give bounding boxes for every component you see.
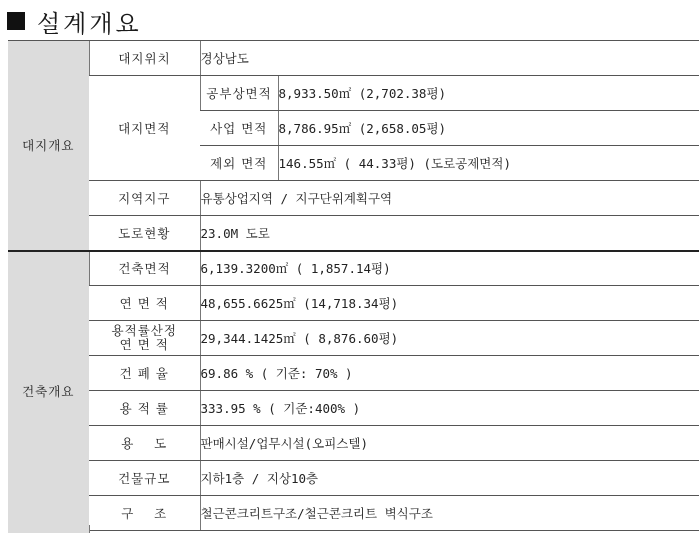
building-row-label: 구 조 bbox=[89, 496, 200, 531]
design-overview-table bbox=[8, 40, 699, 531]
page-title-text: 설계개요 bbox=[37, 9, 142, 38]
building-row-label bbox=[89, 321, 200, 356]
building-row-value: 지하1층 / 지상10층 bbox=[200, 461, 699, 496]
page-title bbox=[7, 4, 142, 38]
road-label: 도로현황 bbox=[89, 216, 200, 251]
group-cell-fragment bbox=[8, 525, 89, 533]
area-sub-value: 8,786.95㎡ (2,658.05평) bbox=[278, 111, 699, 146]
building-row-value: 29,344.1425㎡ ( 8,876.60평) bbox=[200, 321, 699, 356]
location-label: 대지위치 bbox=[89, 41, 200, 76]
area-sub-label: 제외 면적 bbox=[200, 146, 278, 181]
label-line-1: 용적률산정 bbox=[111, 323, 177, 338]
building-row-label: 연 면 적 bbox=[89, 286, 200, 321]
building-row-value: 69.86 % ( 기준: 70% ) bbox=[200, 356, 699, 391]
building-row-label: 건물규모 bbox=[89, 461, 200, 496]
building-row-label: 건축면적 bbox=[89, 251, 200, 286]
table-row bbox=[8, 181, 699, 216]
table-row bbox=[8, 426, 699, 461]
building-group-label: 건축개요 bbox=[8, 251, 89, 531]
table-row bbox=[8, 251, 699, 286]
building-row-value: 철근콘크리트구조/철근콘크리트 벽식구조 bbox=[200, 496, 699, 531]
location-value: 경상남도 bbox=[200, 41, 699, 76]
zone-label: 지역지구 bbox=[89, 181, 200, 216]
table-row bbox=[8, 356, 699, 391]
site-area-label: 대지면적 bbox=[89, 76, 200, 181]
building-row-label: 용 적 률 bbox=[89, 391, 200, 426]
table-row bbox=[8, 321, 699, 356]
table-row bbox=[8, 286, 699, 321]
building-row-value: 6,139.3200㎡ ( 1,857.14평) bbox=[200, 251, 699, 286]
building-row-value: 48,655.6625㎡ (14,718.34평) bbox=[200, 286, 699, 321]
table-row bbox=[8, 391, 699, 426]
area-sub-value: 8,933.50㎡ (2,702.38평) bbox=[278, 76, 699, 111]
building-row-value: 333.95 % ( 기준:400% ) bbox=[200, 391, 699, 426]
building-row-label: 건 폐 율 bbox=[89, 356, 200, 391]
zone-value: 유통상업지역 / 지구단위계획구역 bbox=[200, 181, 699, 216]
building-row-value: 판매시설/업무시설(오피스텔) bbox=[200, 426, 699, 461]
road-value: 23.0M 도로 bbox=[200, 216, 699, 251]
divider bbox=[89, 525, 90, 533]
table-row bbox=[8, 41, 699, 76]
table-row bbox=[8, 461, 699, 496]
table-continuation bbox=[8, 525, 699, 533]
label-line-2: 연 면 적 bbox=[119, 337, 169, 352]
area-sub-label: 사업 면적 bbox=[200, 111, 278, 146]
area-sub-value: 146.55㎡ ( 44.33평) (도로공제면적) bbox=[278, 146, 699, 181]
area-sub-label: 공부상면적 bbox=[200, 76, 278, 111]
table-row bbox=[8, 76, 699, 111]
site-group-label: 대지개요 bbox=[8, 41, 89, 251]
table-row bbox=[8, 216, 699, 251]
black-square-icon bbox=[7, 12, 25, 30]
building-row-label: 용 도 bbox=[89, 426, 200, 461]
